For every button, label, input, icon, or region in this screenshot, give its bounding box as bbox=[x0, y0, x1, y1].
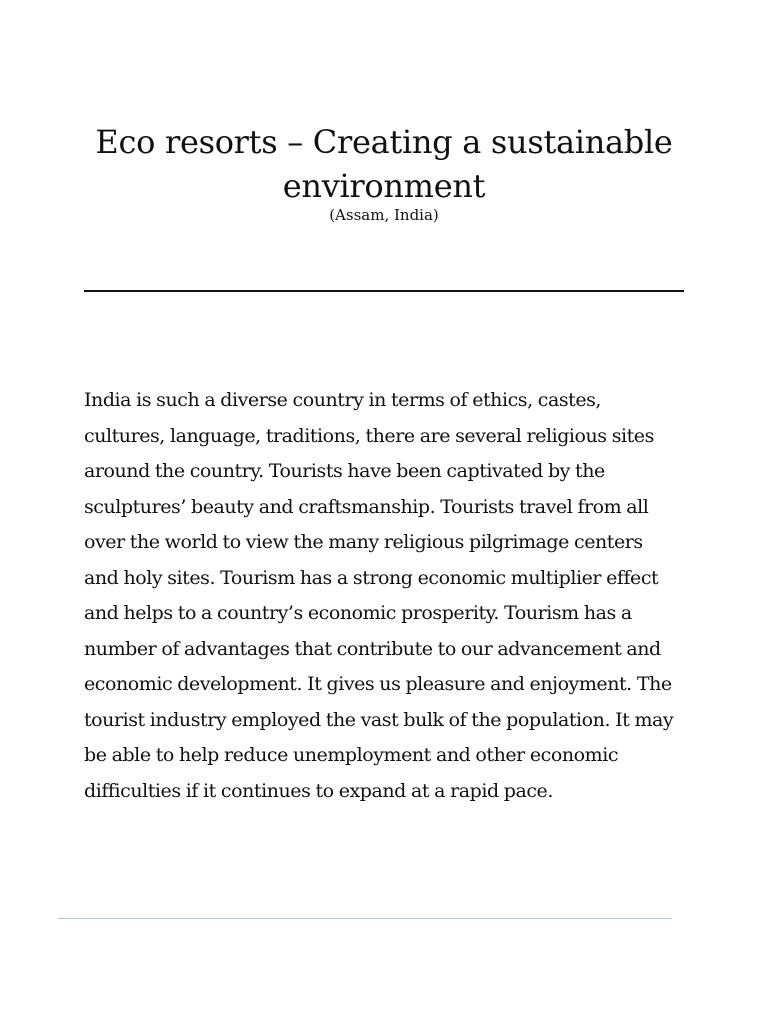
document-title: Eco resorts – Creating a sustainable environment bbox=[95, 123, 673, 205]
title-divider bbox=[84, 290, 684, 292]
document-subtitle: (Assam, India) bbox=[329, 206, 439, 224]
body-paragraph: India is such a diverse country in terms of ethics, castes, cultures, language, traditions, there are several religious sites around the country. Tourists have been captivated by the sculptures’ beauty and craftsmanship. Tourists travel from all over the world to view the many religious pilgrimage centers and holy sites. Tourism has a strong economic multiplier effect and helps to a country’s economic prosperity. Tourism has a number of advantages that contribute to our advancement and economic development. It gives us pleasure and enjoyment. The tourist industry employed the vast bulk of the population. It may be able to help reduce unemployment and other economic difficulties if it continues to expand at a rapid pace. bbox=[84, 389, 674, 802]
page-footer-divider bbox=[58, 918, 672, 919]
